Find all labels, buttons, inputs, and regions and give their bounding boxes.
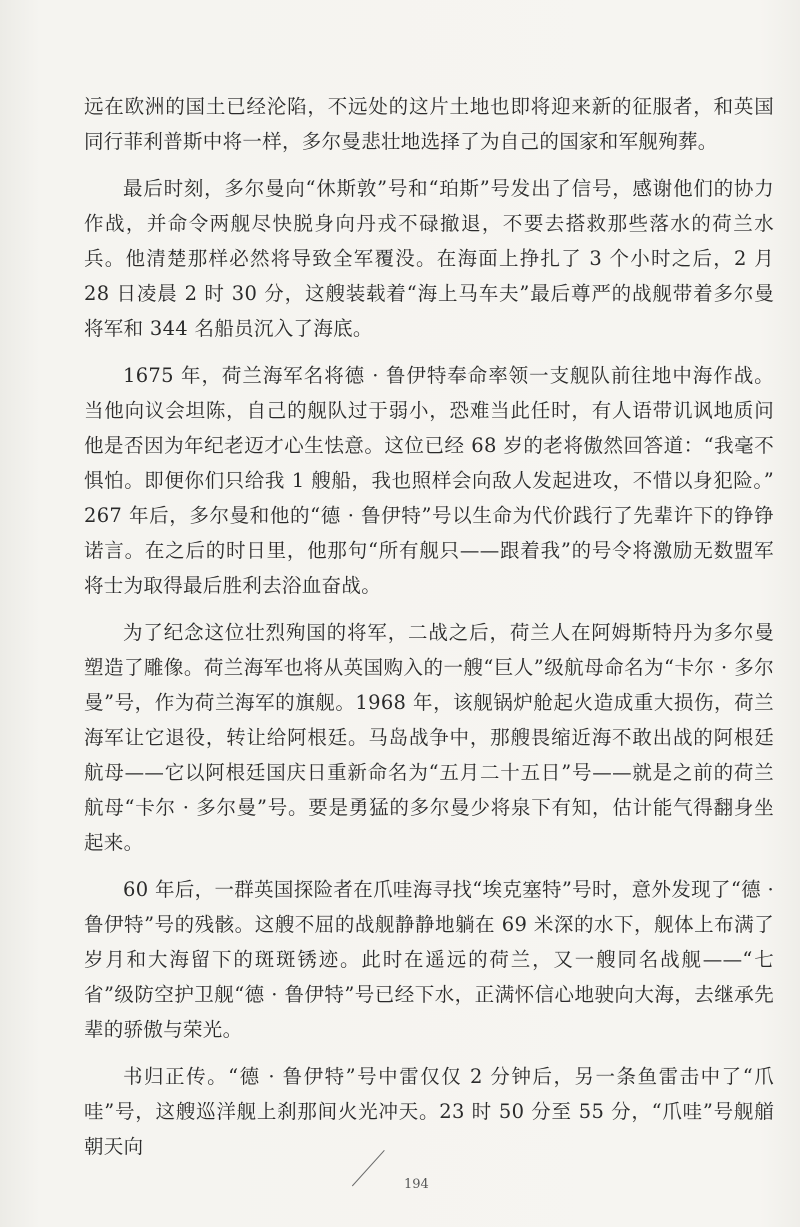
paragraph-3: 1675 年，荷兰海军名将德 · 鲁伊特奉命率领一支舰队前往地中海作战。当他向议会坦陈，自己的舰队过于弱小，恐难当此任时，有人语带讥讽地质问他是否因为年纪老迈才心生怯意。这位已经 68 岁的老将傲然回答道：“我毫不惧怕。即便你们只给我 1 艘船，我也照样会向敌人发起进攻，不惜以身犯险。” 267 年后，多尔曼和他的“德 · 鲁伊特”号以生命为代价践行了先辈许下的铮铮诺言。在之后的时日里，他那句“所有舰只——跟着我”的号令将激励无数盟军将士为取得最后胜利去浴血奋战。 (84, 364, 774, 597)
paragraph-6: 书归正传。“德 · 鲁伊特”号中雷仅仅 2 分钟后，另一条鱼雷击中了“爪哇”号，这艘巡洋舰上刹那间火光冲天。23 时 50 分至 55 分，“爪哇”号舰艏朝天向 (84, 1065, 774, 1158)
body-text (84, 89, 774, 1164)
paragraph-4: 为了纪念这位壮烈殉国的将军，二战之后，荷兰人在阿姆斯特丹为多尔曼塑造了雕像。荷兰海军也将从英国购入的一艘“巨人”级航母命名为“卡尔 · 多尔曼”号，作为荷兰海军的旗舰。1968 年，该舰锅炉舱起火造成重大损伤，荷兰海军让它退役，转让给阿根廷。马岛战争中，那艘畏缩近海不敢出战的阿根廷航母——它以阿根廷国庆日重新命名为“五月二十五日”号——就是之前的荷兰航母“卡尔 · 多尔曼”号。要是勇猛的多尔曼少将泉下有知，估计能气得翻身坐起来。 (84, 621, 774, 854)
paragraph-5: 60 年后，一群英国探险者在爪哇海寻找“埃克塞特”号时，意外发现了“德 · 鲁伊特”号的残骸。这艘不屈的战舰静静地躺在 69 米深的水下，舰体上布满了岁月和大海留下的斑斑锈迹。此时在遥远的荷兰，又一艘同名战舰——“七省”级防空护卫舰“德 · 鲁伊特”号已经下水，正满怀信心地驶向大海，去继承先辈的骄傲与荣光。 (84, 878, 774, 1041)
paragraph-1: 远在欧洲的国土已经沦陷，不远处的这片土地也即将迎来新的征服者，和英国同行菲利普斯中将一样，多尔曼悲壮地选择了为自己的国家和军舰殉葬。 (84, 95, 774, 153)
paragraph-2: 最后时刻，多尔曼向“休斯敦”号和“珀斯”号发出了信号，感谢他们的协力作战，并命令两舰尽快脱身向丹戎不碌撤退，不要去搭救那些落水的荷兰水兵。他清楚那样必然将导致全军覆没。在海面上挣扎了 3 个小时之后，2 月 28 日凌晨 2 时 30 分，这艘装载着“海上马车夫”最后尊严的战舰带着多尔曼将军和 344 名船员沉入了海底。 (84, 177, 774, 340)
page-number: 194 (404, 1177, 429, 1192)
